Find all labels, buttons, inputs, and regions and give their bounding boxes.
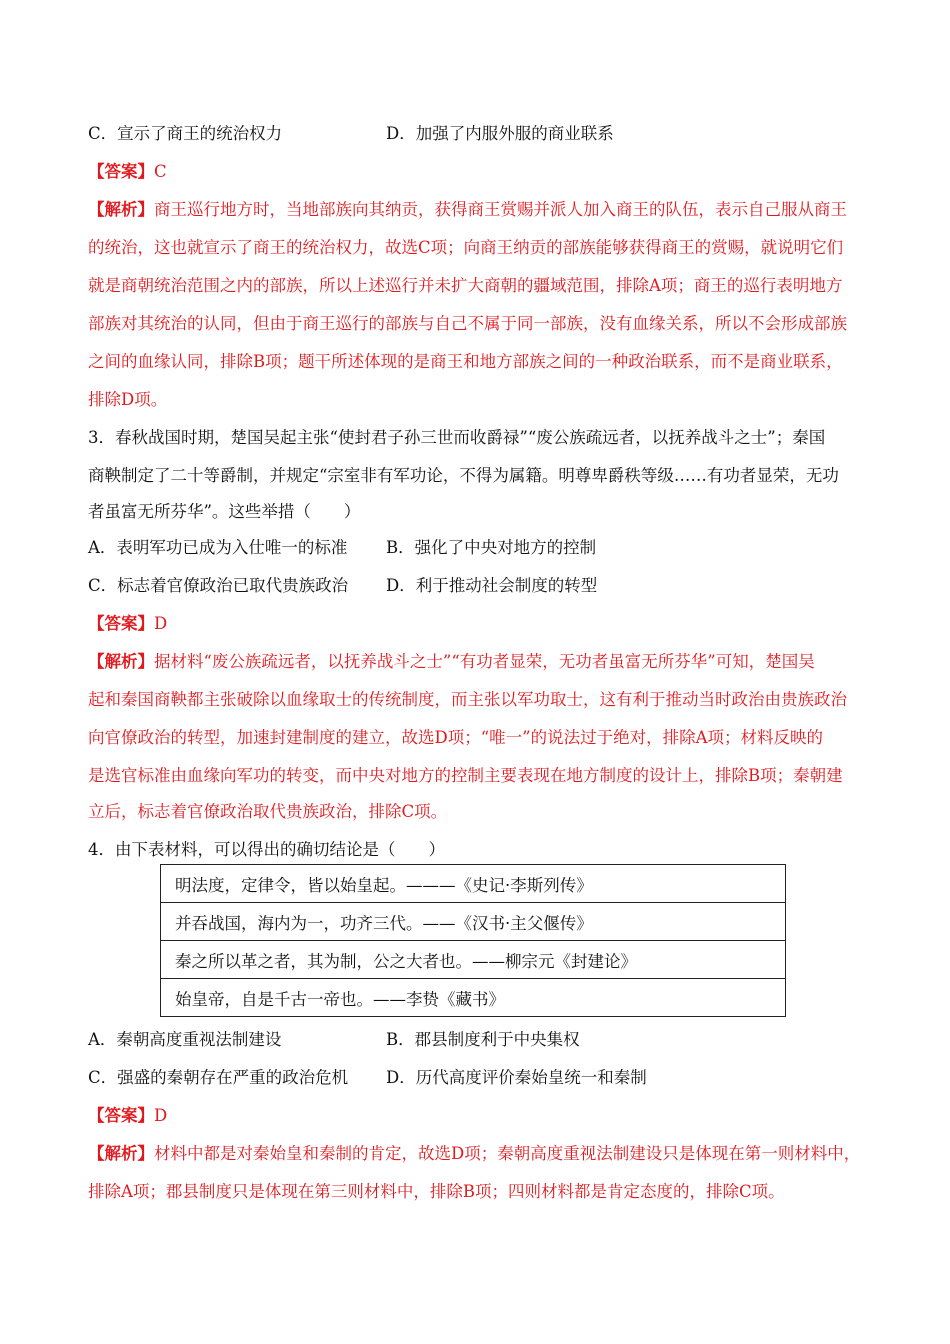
q4-option-a: A．秦朝高度重视法制建设 xyxy=(88,1030,282,1049)
analysis-text: 商王巡行地方时，当地部族向其纳贡，获得商王赏赐并派人加入商王的队伍，表示自己服从商王 xyxy=(154,200,847,219)
q3-option-c: C．标志着官僚政治已取代贵族政治 xyxy=(88,576,349,595)
analysis-tag: 【解析】 xyxy=(88,652,154,671)
table-cell: 秦之所以革之者，其为制，公之大者也。——柳宗元《封建论》 xyxy=(161,941,786,979)
answer-tag: 【答案】 xyxy=(88,1106,154,1125)
q2-answer xyxy=(88,160,167,184)
q4-analysis-line: 排除A项；郡县制度只是体现在第三则材料中，排除B项；四则材料都是肯定态度的，排除C项。 xyxy=(88,1182,785,1201)
q3-option-b: B．强化了中央对地方的控制 xyxy=(386,538,597,557)
q3-analysis-line xyxy=(88,650,815,674)
q3-option-a: A．表明军功已成为入仕唯一的标准 xyxy=(88,538,348,557)
q4-material-table xyxy=(160,864,786,1017)
answer-value: D xyxy=(154,1106,168,1125)
q4-option-c: C．强盛的秦朝存在严重的政治危机 xyxy=(88,1068,349,1087)
q3-answer xyxy=(88,612,167,636)
q3-stem-line: 商鞅制定了二十等爵制，并规定“宗室非有军功论，不得为属籍。明尊卑爵秩等级……有功者显荣，无功 xyxy=(88,466,839,485)
table-row xyxy=(161,903,786,941)
q2-option-c: C．宣示了商王的统治权力 xyxy=(88,124,283,143)
q2-option-d: D．加强了内服外服的商业联系 xyxy=(386,124,614,143)
q3-analysis-line: 立后，标志着官僚政治取代贵族政治，排除C项。 xyxy=(88,802,448,821)
analysis-tag: 【解析】 xyxy=(88,1144,154,1163)
answer-tag: 【答案】 xyxy=(88,614,154,633)
q2-analysis-line: 的统治，这也就宣示了商王的统治权力，故选C项；向商王纳贡的部族能够获得商王的赏赐，就说明它们 xyxy=(88,238,844,257)
answer-value: C xyxy=(154,162,167,181)
q4-answer xyxy=(88,1104,167,1128)
analysis-text: 材料中都是对秦始皇和秦制的肯定，故选D项；秦朝高度重视法制建设只是体现在第一则材料中， xyxy=(154,1144,861,1163)
q4-option-b: B．郡县制度利于中央集权 xyxy=(386,1030,580,1049)
q4-analysis-line xyxy=(88,1142,860,1166)
q3-analysis-line: 起和秦国商鞅都主张破除以血缘取士的传统制度，而主张以军功取士，这有利于推动当时政治由贵族政治 xyxy=(88,690,847,709)
answer-value: D xyxy=(154,614,168,633)
q3-analysis-line: 向官僚政治的转型，加速封建制度的建立，故选D项；“唯一”的说法过于绝对，排除A项；材料反映的 xyxy=(88,728,824,747)
table-cell: 明法度，定律令，皆以始皇起。———《史记·李斯列传》 xyxy=(161,865,786,903)
table-row xyxy=(161,941,786,979)
table-row xyxy=(161,865,786,903)
q2-analysis-line: 部族对其统治的认同，但由于商王巡行的部族与自己不属于同一部族，没有血缘关系，所以不会形成部族 xyxy=(88,314,847,333)
q2-analysis-line: 就是商朝统治范围之内的部族，所以上述巡行并未扩大商朝的疆域范围，排除A项；商王的巡行表明地方 xyxy=(88,276,843,295)
analysis-tag: 【解析】 xyxy=(88,200,154,219)
table-row xyxy=(161,979,786,1017)
q2-analysis-line: 之间的血缘认同，排除B项；题干所述体现的是商王和地方部族之间的一种政治联系，而不是商业联系， xyxy=(88,352,843,371)
q2-analysis-line: 排除D项。 xyxy=(88,390,168,409)
table-cell: 并吞战国，海内为一，功齐三代。——《汉书·主父偃传》 xyxy=(161,903,786,941)
q3-stem-line: 者虽富无所芬华”。这些举措（ ） xyxy=(88,502,361,521)
q4-option-d: D．历代高度评价秦始皇统一和秦制 xyxy=(386,1068,647,1087)
q4-stem: 4．由下表材料，可以得出的确切结论是（ ） xyxy=(88,840,445,859)
answer-tag: 【答案】 xyxy=(88,162,154,181)
q3-stem-line: 3．春秋战国时期，楚国吴起主张“使封君子孙三世而收爵禄”“废公族疏远者，以抚养战斗之士”；秦国 xyxy=(88,428,826,447)
q3-option-d: D．利于推动社会制度的转型 xyxy=(386,576,598,595)
analysis-text: 据材料“废公族疏远者，以抚养战斗之士”“有功者显荣，无功者虽富无所芬华”可知，楚国吴 xyxy=(154,652,815,671)
q3-analysis-line: 是选官标准由血缘向军功的转变，而中央对地方的控制主要表现在地方制度的设计上，排除B项；秦朝建 xyxy=(88,766,843,785)
q2-analysis-line xyxy=(88,198,847,222)
table-cell: 始皇帝，自是千古一帝也。——李贽《藏书》 xyxy=(161,979,786,1017)
